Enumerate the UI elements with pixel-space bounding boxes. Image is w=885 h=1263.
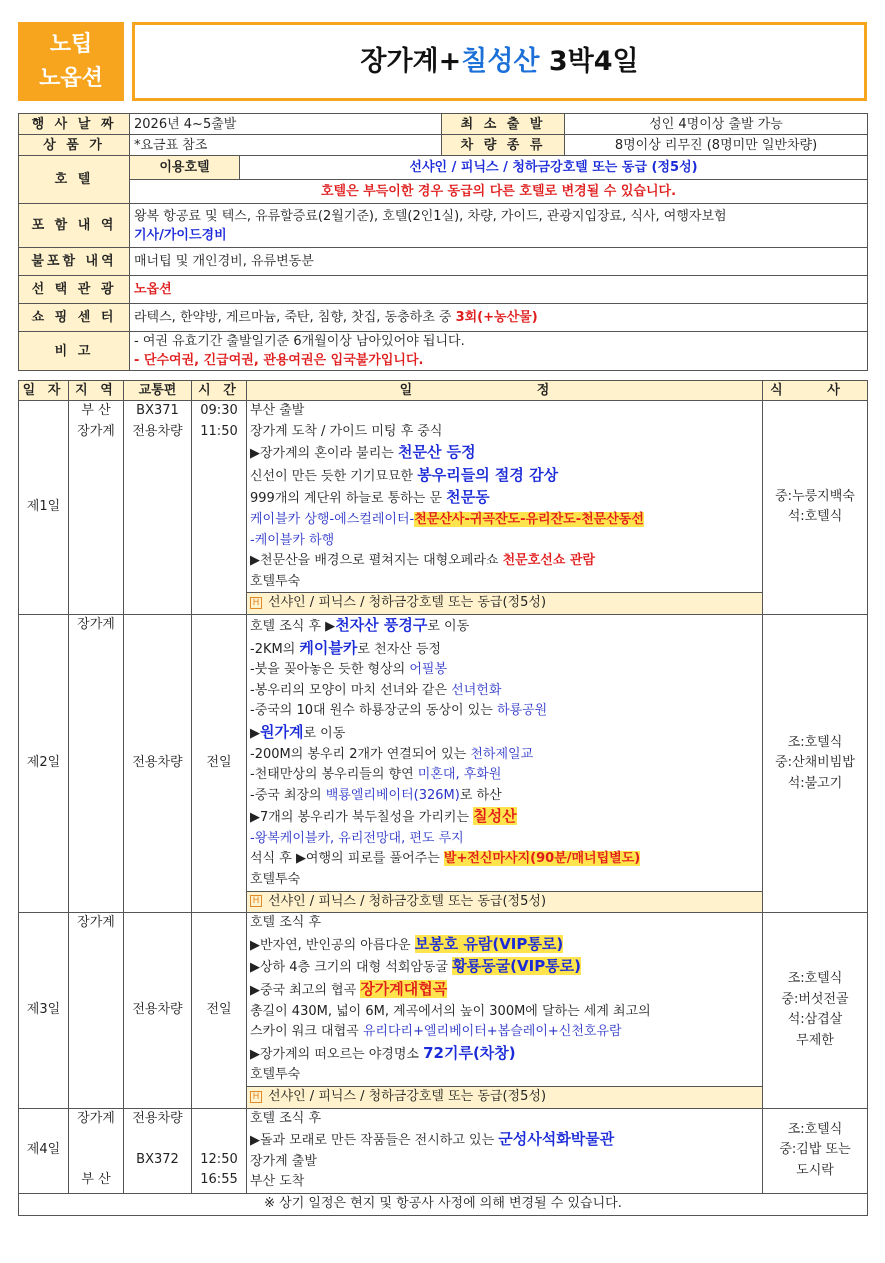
day4-meal [763,1108,868,1193]
day4-meal3: 도시락 [796,1163,834,1179]
price-label: 상 품 가 [19,135,130,156]
day4-meal1: 조:호텔식 [787,1121,843,1137]
itinerary-table [18,380,868,1216]
badge-line1: 노팁 [49,32,93,57]
footer-note: ※ 상기 일정은 현지 및 항공사 사정에 의해 변경될 수 있습니다. [19,1193,868,1215]
day2-schedule [247,614,763,891]
day3-line: 호텔 조식 후 [250,915,322,931]
day1-meal [763,401,868,615]
day2-meal [763,614,868,912]
day2-line: 석식 후 ▶여행의 피로를 풀어주는 발+전신마사지(90분/매너팁별도) [250,851,641,867]
day4-schedule [247,1108,763,1193]
page-title [132,22,867,101]
day1-line: 케이블카 상행-에스컬레이터-천문산사-귀곡잔도-유리잔도-천문산동선 [250,511,644,527]
day4-time [192,1108,247,1193]
day1-trans2: 전용차량 [132,423,183,439]
day3-meal3: 석:삼겹살 [787,1012,843,1028]
day1-place1: 부 산 [81,403,111,418]
depart-label: 행 사 날 짜 [19,114,130,135]
header-meal: 식 사 [763,381,868,401]
day4-line: ▶돌과 모래로 만든 작품들은 전시하고 있는 군성사석화박물관 [250,1130,615,1149]
hotel-value: 선샤인 / 피닉스 / 청하금강호텔 또는 동급 (정5성) [240,156,868,180]
shop-cell [130,304,868,332]
info-table [18,113,868,371]
day2-line: 호텔 조식 후 ▶천자산 풍경구로 이동 [250,615,470,634]
title-part3: 3박4일 [539,46,639,77]
hotel-icon: H [250,1091,262,1103]
header-schedule: 일 정 [247,381,763,401]
hotel-note: 호텔은 부득이한 경우 동급의 다른 호텔로 변경될 수 있습니다. [130,180,868,204]
shop-label: 쇼 핑 센 터 [19,304,130,332]
day3-place: 장가계 [69,913,124,1108]
day1-line: -케이블카 하행 [250,532,335,548]
badge-line2: 노옵션 [39,66,103,91]
exclude-value: 매너팁 및 개인경비, 유류변동분 [130,248,868,276]
day1-trans1: BX371 [136,403,179,418]
option-label: 선 택 관 광 [19,276,130,304]
day3-meal2: 중:버섯전골 [781,991,849,1007]
day4-row [19,1108,868,1193]
day1-label: 제1일 [19,401,69,615]
day1-meal2: 석:호텔식 [787,509,843,525]
day4-trans1: 전용차량 [132,1110,183,1126]
day1-place [69,401,124,615]
title-part1: 장가계+ [360,46,462,77]
day3-meal1: 조:호텔식 [787,971,843,987]
day2-place: 장가계 [69,614,124,912]
hotel-icon: H [250,895,262,907]
option-value: 노옵션 [130,276,868,304]
note1: - 여권 유효기간 출발일기준 6개월이상 남아있어야 됩니다. [134,334,465,349]
day1-row [19,401,868,593]
day1-line: 999개의 계단위 하늘로 통하는 문 천문동 [250,488,490,507]
day4-time1: 12:50 [200,1151,238,1167]
include-cell [130,204,868,248]
day1-place2: 장가계 [77,423,115,439]
include-value2: 기사/가이드경비 [134,227,227,243]
header-day: 일 자 [19,381,69,401]
day4-transport [124,1108,192,1193]
day1-line: 호텔투숙 [250,573,301,589]
day1-line: 부산 출발 [250,403,305,418]
day1-meal1: 중:누룽지백숙 [775,488,855,504]
day3-schedule [247,913,763,1087]
day4-place1: 장가계 [77,1110,115,1126]
min-value: 성인 4명이상 출발 가능 [565,114,868,135]
day3-line: ▶반자연, 반인공의 아름다운 보봉호 유람(VIP통로) [250,934,564,953]
day3-time: 전일 [192,913,247,1108]
day1-time1: 09:30 [200,403,238,418]
day1-time2: 11:50 [200,423,238,439]
day2-line: -왕복케이블카, 유리전망대, 편도 루지 [250,830,464,846]
title-part2: 칠성산 [461,46,540,77]
day1-line: ▶천문산을 배경으로 펼쳐지는 대형오페라쇼 천문호선쇼 관람 [250,553,596,569]
day2-line: ▶7개의 봉우리가 북두칠성을 가리키는 칠성산 [250,807,517,826]
depart-value: 2026년 4~5출발 [130,114,442,135]
day3-line: ▶장가계의 떠오르는 야경명소 72기루(차창) [250,1043,516,1062]
day3-meal [763,913,868,1108]
day2-line: -중국의 10대 원수 하룡장군의 동상이 있는 하룡공원 [250,703,548,719]
hotel-sub-label: 이용호텔 [130,156,240,180]
hotel-label: 호 텔 [19,156,130,204]
day1-line: ▶장가계의 혼이라 불리는 천문산 등정 [250,443,476,462]
day1-transport [124,401,192,615]
day2-line: -천태만상의 봉우리들의 향연 미혼대, 후화원 [250,767,502,783]
day2-meal2: 중:산채비빔밥 [775,755,855,771]
vehicle-value: 8명이상 리무진 (8명미만 일반차량) [565,135,868,156]
day4-label: 제4일 [19,1108,69,1193]
shop-value: 라텍스, 한약방, 게르마늄, 죽탄, 침향, 찻집, 동충하초 중 [134,310,456,325]
vehicle-label: 차 량 종 류 [442,135,565,156]
header [18,22,867,101]
min-label: 최 소 출 발 [442,114,565,135]
day2-line: -봉우리의 모양이 마치 선녀와 같은 선녀헌화 [250,682,502,698]
day1-time [192,401,247,615]
note2: - 단수여권, 긴급여권, 관용여권은 입국불가입니다. [134,353,424,368]
day2-line: -200M의 봉우리 2개가 연결되어 있는 천하제일교 [250,746,534,762]
day3-label: 제3일 [19,913,69,1108]
day2-line: 호텔투숙 [250,872,301,888]
hotel-icon: H [250,597,262,609]
header-place: 지 역 [69,381,124,401]
day4-trans2: BX372 [136,1151,179,1167]
day4-line: 장가계 출발 [250,1153,317,1169]
day2-line: -붓을 꽂아놓은 듯한 형상의 어필봉 [250,662,448,678]
price-value: *요금표 참조 [130,135,442,156]
header-transport: 교통편 [124,381,192,401]
day3-line: 총길이 430M, 넓이 6M, 계곡에서의 높이 300M에 달하는 세계 최고의 [250,1003,651,1019]
note-cell [130,332,868,371]
day1-hotel: H 선샤인 / 피닉스 / 청하금강호텔 또는 동급(정5성) [247,593,763,615]
header-time: 시 간 [192,381,247,401]
day2-line: -중국 최장의 백룡엘리베이터(326M)로 하산 [250,787,502,803]
note-label: 비 고 [19,332,130,371]
include-value: 왕복 항공료 및 텍스, 유류할증료(2월기준), 호텔(2인1실), 차량, 가이드, 관광지입장료, 식사, 여행자보험 [134,208,727,224]
day2-time: 전일 [192,614,247,912]
day2-label: 제2일 [19,614,69,912]
day2-line: -2KM의 케이블카로 천자산 등정 [250,638,441,657]
day3-line: ▶중국 최고의 협곡 장가계대협곡 [250,980,448,999]
shop-value2: 3회(+농산물) [455,310,538,325]
exclude-label: 불포함 내역 [19,248,130,276]
day4-line: 호텔 조식 후 [250,1110,322,1126]
day3-line: ▶상하 4층 크기의 대형 석회암동굴 황룡동굴(VIP통로) [250,957,582,976]
day4-place [69,1108,124,1193]
day3-hotel: H 선샤인 / 피닉스 / 청하금강호텔 또는 동급(정5성) [247,1087,763,1109]
day3-line: 스카이 워크 대협곡 유리다리+엘리베이터+봅슬레이+신천호유람 [250,1024,622,1040]
day2-row [19,614,868,891]
include-label: 포 함 내 역 [19,204,130,248]
day1-schedule [247,401,763,593]
day4-time2: 16:55 [200,1172,238,1188]
day3-transport: 전용차량 [124,913,192,1108]
day2-line: ▶원가계로 이동 [250,722,346,741]
day1-line: 신선이 만든 듯한 기기묘묘한 봉우리들의 절경 감상 [250,465,559,484]
day4-place2: 부 산 [81,1172,111,1188]
day2-meal3: 석:불고기 [787,775,843,791]
day1-line: 장가계 도착 / 가이드 미팅 후 중식 [250,423,443,439]
day3-meal4: 무제한 [796,1033,834,1049]
day2-hotel: H 선샤인 / 피닉스 / 청하금강호텔 또는 동급(정5성) [247,891,763,913]
day2-transport: 전용차량 [124,614,192,912]
day3-row [19,913,868,1087]
day4-line: 부산 도착 [250,1174,305,1190]
badge [18,22,124,101]
day4-meal2: 중:김밥 또는 [779,1142,851,1158]
day2-meal1: 조:호텔식 [787,734,843,750]
day3-line: 호텔투숙 [250,1067,301,1083]
